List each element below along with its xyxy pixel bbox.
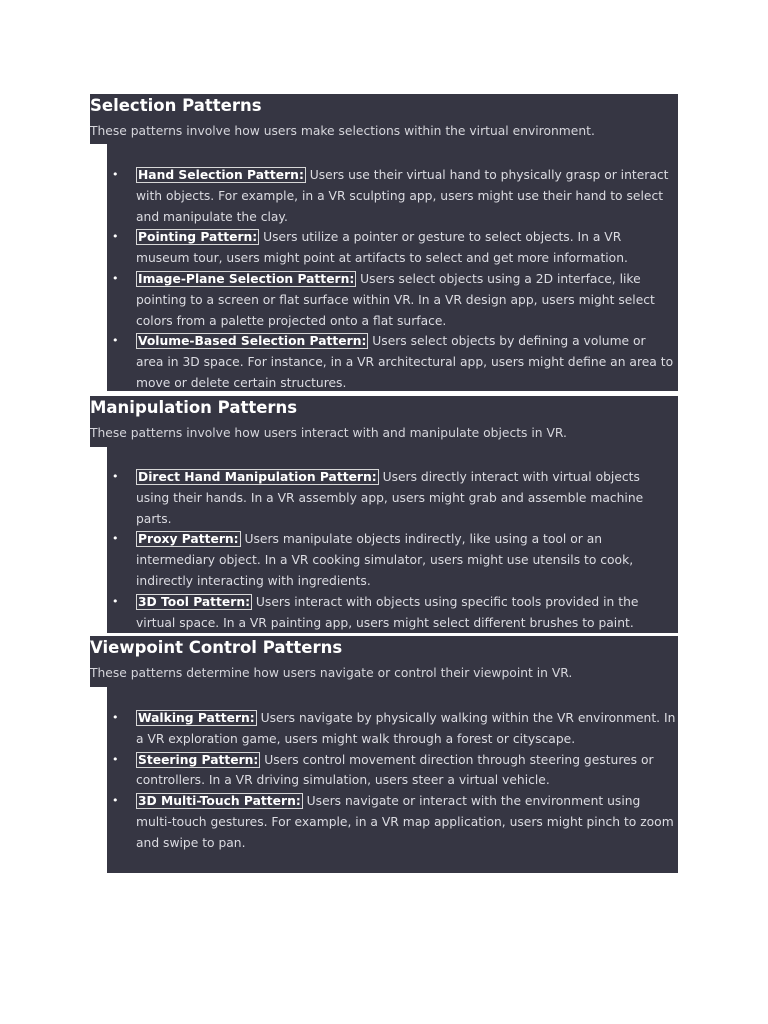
term-label: Image-Plane Selection Pattern:	[138, 271, 355, 286]
section-header-viewpoint	[90, 636, 678, 687]
item-text: Users navigate or interact with the environment using multi-touch gestures. For example, in a VR map application, users might pinch to zoom and swipe to pan.	[136, 794, 674, 850]
term-label: Proxy Pattern:	[138, 532, 239, 547]
divider	[90, 634, 678, 635]
term-label: Walking Pattern:	[138, 711, 255, 725]
item-text: Users utilize a pointer or gesture to select objects. In a VR museum tour, users might point at artifacts to select and get more information.	[136, 230, 628, 266]
term-label: 3D Tool Pattern:	[138, 594, 251, 609]
list-item: • Hand Selection Pattern: Users use their virtual hand to physically grasp or interact with objects. For example, in a VR sculpting app, users might use their hand to select and manipulate the clay.	[112, 168, 669, 224]
section-header-manipulation	[90, 396, 678, 447]
item-text: Users select objects using a 2D interface, like pointing to a screen or flat surface within VR. In a VR design app, users might select colors from a palette projected onto a flat surface.	[136, 271, 655, 328]
term-label: Steering Pattern:	[138, 752, 259, 767]
section-title: Manipulation Patterns	[90, 398, 298, 417]
list-item: • Proxy Pattern: Users manipulate objects indirectly, like using a tool or an intermediary object. In a VR cooking simulator, users might use utensils to cook, indirectly interacting with ingredients.	[112, 532, 634, 588]
item-text: Users navigate by physically walking within the VR environment. In a VR exploration game, users might walk through a forest or cityscape.	[136, 711, 676, 746]
list-item: • 3D Tool Pattern: Users interact with objects using specific tools provided in the virtual space. In a VR painting app, users might select different brushes to paint.	[112, 594, 639, 630]
list-item: • Steering Pattern: Users control movement direction through steering gestures or controllers. In a VR driving simulation, users steer a virtual vehicle.	[112, 752, 654, 788]
section-list-viewpoint	[107, 687, 678, 873]
term-label: Volume-Based Selection Pattern:	[138, 334, 367, 349]
item-text: Users use their virtual hand to physically grasp or interact with objects. For example, in a VR sculpting app, users might use their hand to select and manipulate the clay.	[136, 168, 669, 224]
section-list-manipulation	[107, 447, 678, 633]
section-title: Selection Patterns	[90, 96, 262, 115]
item-text: Users interact with objects using specific tools provided in the virtual space. In a VR painting app, users might select different brushes to paint.	[136, 594, 639, 630]
list-item: • 3D Multi-Touch Pattern: Users navigate or interact with the environment using multi-touch gestures. For example, in a VR map application, users might pinch to zoom and swipe to pan.	[112, 794, 674, 850]
list-item: • Volume-Based Selection Pattern: Users select objects by defining a volume or area in 3D space. For instance, in a VR architectural app, users might define an area to move or delete certain structures.	[112, 334, 674, 390]
section-title: Viewpoint Control Patterns	[90, 638, 343, 657]
term-label: Pointing Pattern:	[138, 230, 258, 245]
item-text: Users control movement direction through steering gestures or controllers. In a VR driving simulation, users steer a virtual vehicle.	[136, 752, 654, 788]
section-intro: These patterns involve how users make selections within the virtual environment.	[90, 124, 595, 138]
item-text: Users manipulate objects indirectly, like using a tool or an intermediary object. In a VR cooking simulator, users might use utensils to cook, indirectly interacting with ingredients.	[136, 532, 634, 588]
section-intro: These patterns involve how users interact with and manipulate objects in VR.	[90, 426, 567, 440]
section-intro: These patterns determine how users navigate or control their viewpoint in VR.	[90, 666, 573, 680]
term-label: 3D Multi-Touch Pattern:	[138, 794, 301, 809]
list-item: • Walking Pattern: Users navigate by physically walking within the VR environment. In a VR exploration game, users might walk through a forest or cityscape.	[112, 711, 676, 746]
section-list-selection	[107, 144, 678, 391]
item-text: Users select objects by defining a volume or area in 3D space. For instance, in a VR architectural app, users might define an area to move or delete certain structures.	[136, 334, 674, 390]
item-text: Users directly interact with virtual objects using their hands. In a VR assembly app, users might grab and assemble machine parts.	[136, 470, 644, 526]
list-item: • Direct Hand Manipulation Pattern: Users directly interact with virtual objects using their hands. In a VR assembly app, users might grab and assemble machine parts.	[112, 470, 644, 526]
term-label: Hand Selection Pattern:	[138, 168, 304, 182]
section-header-selection	[90, 94, 678, 144]
divider	[90, 393, 678, 394]
list-item: • Image-Plane Selection Pattern: Users select objects using a 2D interface, like pointing to a screen or flat surface within VR. In a VR design app, users might select colors from a palette projected onto a flat surface.	[112, 271, 655, 328]
term-label: Direct Hand Manipulation Pattern:	[138, 470, 377, 484]
list-item: • Pointing Pattern: Users utilize a pointer or gesture to select objects. In a VR museum tour, users might point at artifacts to select and get more information.	[112, 230, 628, 266]
